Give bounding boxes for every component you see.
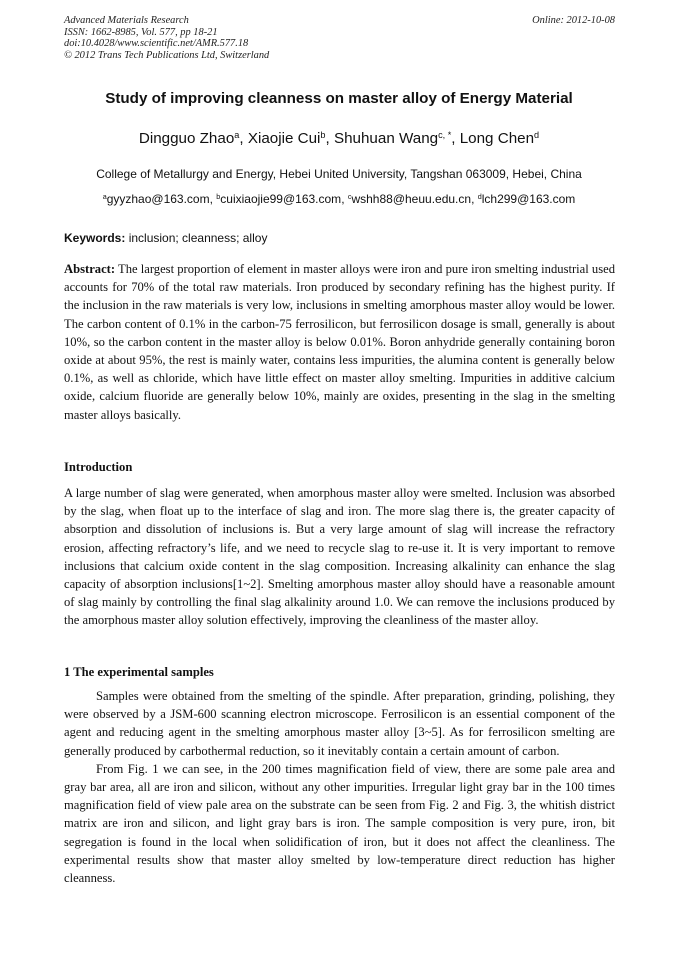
separator: , [451, 130, 460, 147]
email-list [0, 192, 678, 206]
journal-metadata [64, 15, 269, 61]
email-link[interactable]: lch299@163.com [481, 192, 576, 206]
email-marker: c [347, 192, 352, 202]
email-link[interactable]: wshh88@heuu.edu.cn [351, 192, 472, 206]
abstract-text: The largest proportion of element in master alloys were iron and pure iron smelting industrial used accounts for 70% of the total raw materials. Iron produced by secondary refining has the highest purity. If the inclusion in the raw materials is very low, inclusions in smelting amorphous master alloy would be lower. The carbon content of 0.1% in the carbon-75 ferrosilicon, but ferrosilicon dosage is small, generally is about 10%, so the carbon content in the master alloy is below 0.01%. Boron anhydride generally containing boron oxide at about 95%, the rest is mainly water, contains less impurities, the alumina content is generally below 0.1%, as well as chloride, which have little effect on master alloy smelting. Impurities in additive calcium oxide, calcium fluoride are generally below 10%, mainly are oxides, presenting in the slag in the smelting master alloys basically. [64, 262, 615, 422]
keywords-label: Keywords: [64, 231, 126, 245]
email-marker: d [477, 192, 482, 202]
issn-volume-pages: ISSN: 1662-8985, Vol. 577, pp 18-21 [64, 26, 218, 38]
copyright: © 2012 Trans Tech Publications Ltd, Switzerland [64, 49, 270, 61]
experimental-samples-body [64, 687, 615, 887]
affiliation: College of Metallurgy and Energy, Hebei United University, Tangshan 063009, Hebei, China [96, 167, 582, 181]
email-marker: b [216, 192, 221, 202]
keywords [64, 231, 267, 245]
abstract [64, 260, 615, 424]
email-marker: a [102, 192, 107, 202]
paragraph: A large number of slag were generated, when amorphous master alloy were smelted. Inclusion was absorbed by the slag, when float up to the interface of slag and iron. The more slag there is, the greater capacity of absorption and dissolution of inclusions is. But a very large amount of slag will increase the refractory erosion, affecting refractory’s life, and we need to recycle slag to re-use it. It is very important to remove inclusions that calcium oxide content in the slag composition. Increasing alkalinity can enhance the slag capacity of absorption inclusions[1~2]. Smelting amorphous master alloy should have a reasonable amount of slag mainly by controlling the final slag alkalinity around 1.0. We can remove the inclusions produced by the amorphous master alloy solution effectively, improving the cleanliness of the master alloy. [64, 486, 615, 628]
author-name: Dingguo Zhao [138, 130, 235, 147]
journal-name: Advanced Materials Research [64, 15, 189, 26]
paper-title: Study of improving cleanness on master alloy of Energy Material [105, 90, 573, 107]
abstract-label: Abstract: [64, 262, 116, 276]
author-affiliation-marker: b [320, 129, 326, 140]
author-affiliation-marker: a [234, 129, 240, 140]
keywords-value: inclusion; cleanness; alloy [125, 231, 268, 245]
section-heading-introduction: Introduction [64, 460, 133, 474]
author-name: Shuhuan Wang [333, 130, 439, 147]
separator: , [209, 192, 217, 206]
online-date: Online: 2012-10-08 [532, 15, 615, 26]
separator: , [239, 130, 248, 147]
separator: , [471, 192, 478, 206]
email-link[interactable]: gyyzhao@163.com [106, 192, 210, 206]
author-affiliation-marker: c, * [438, 129, 452, 140]
author-affiliation-marker: d [534, 129, 540, 140]
doi: doi:10.4028/www.scientific.net/AMR.577.18 [64, 38, 249, 50]
author-name: Long Chen [459, 130, 535, 147]
introduction-body [64, 484, 615, 630]
email-link[interactable]: cuixiaojie99@163.com [220, 192, 342, 206]
section-heading-experimental-samples: 1 The experimental samples [64, 665, 214, 679]
author-name: Xiaojie Cui [247, 130, 321, 147]
separator: , [325, 130, 334, 147]
author-list [0, 130, 678, 148]
paragraph: From Fig. 1 we can see, in the 200 times magnification field of view, there are some pale area and gray bar area, all are iron and silicon, without any other impurities. Irregular light gray bar in the 100 times magnification field of view pale area on the substrate can be seen from Fig. 2 and Fig. 3, the whitish district matrix are iron and silicon, and light gray bars is iron. The sample composition is very pure, iron, bit segregation is found in the local when solidification of iron, but it does not affect the cleanliness. The experimental results show that master alloy smelted by low-temperature direct reduction has higher cleanness. [64, 761, 615, 886]
paragraph: Samples were obtained from the smelting of the spindle. After preparation, grinding, polishing, they were observed by a JSM-600 scanning electron microscope. Ferrosilicon is an essential component of the agent and reducing agent in the smelting amorphous master alloy [3~5]. As for ferrosilicon smelting are generally produced by carbothermal reduction, so it inevitably contain a certain amount of carbon. [64, 689, 615, 758]
separator: , [341, 192, 348, 206]
